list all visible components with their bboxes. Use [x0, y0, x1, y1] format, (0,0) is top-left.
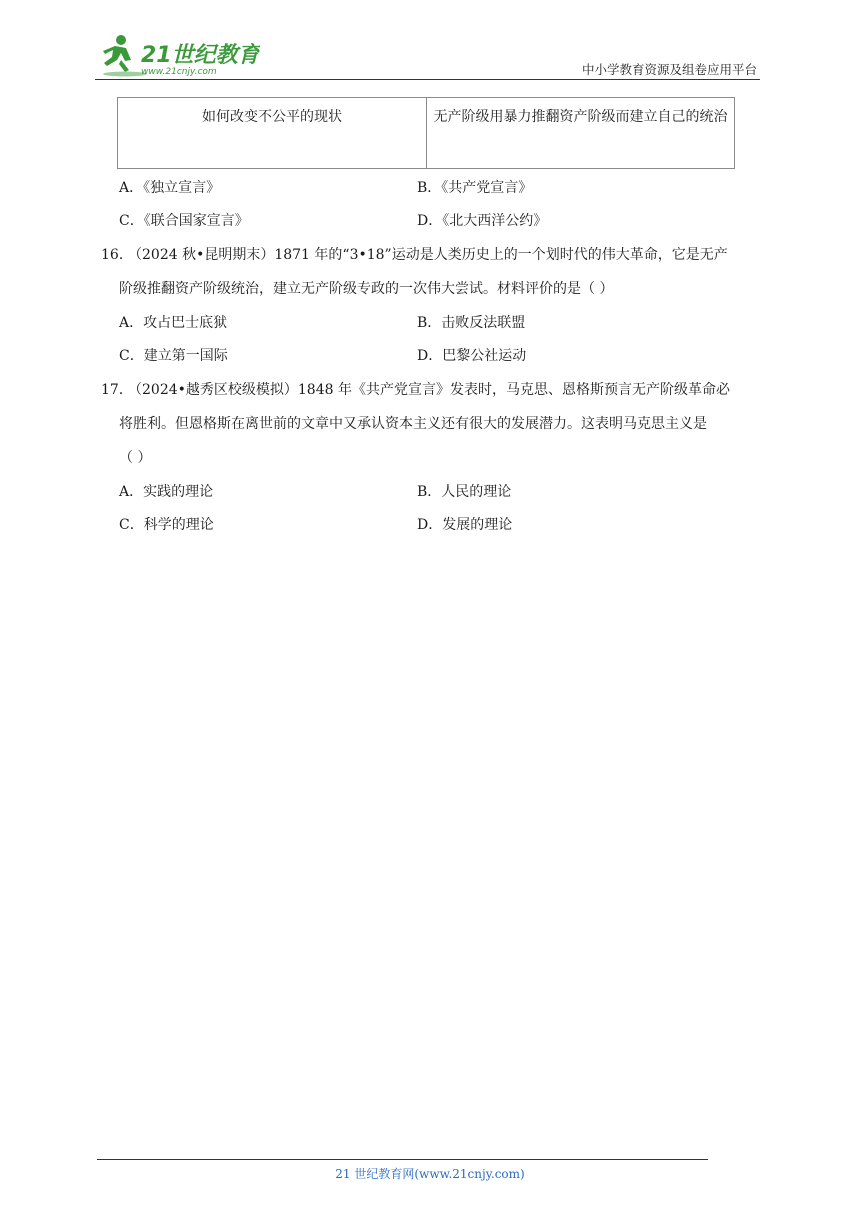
comparison-table — [117, 97, 735, 169]
svg-text:21世纪教育: 21世纪教育 — [141, 43, 260, 68]
option-a: A．实践的理论 — [119, 484, 214, 500]
page-header — [95, 30, 760, 80]
question-17-number: 17． — [101, 382, 133, 398]
question-17-stem-line3: （ ） — [119, 450, 152, 466]
table-cell: 无产阶级用暴力推翻资产阶级而建立自己的统治 — [427, 98, 735, 169]
option-a: A．《独立宣言》 — [119, 180, 221, 196]
option-c: C．科学的理论 — [119, 517, 214, 533]
option-d: D．发展的理论 — [417, 517, 513, 533]
option-d: D．《北大西洋公约》 — [417, 213, 548, 229]
question-16-stem-line1: （2024 秋•昆明期末）1871 年的“3•18”运动是人类历史上的一个划时代的伟大革命，它是无产 — [128, 247, 728, 263]
option-b: B．《共产党宣言》 — [417, 180, 533, 196]
question-16-stem-line2: 阶级推翻资产阶级统治，建立无产阶级专政的一次伟大尝试。材料评价的是（ ） — [119, 281, 614, 297]
site-logo — [95, 30, 260, 78]
option-b: B．人民的理论 — [417, 484, 512, 500]
platform-title: 中小学教育资源及组卷应用平台 — [581, 62, 757, 77]
question-16-number: 16． — [101, 247, 133, 263]
footer-link[interactable]: 21 世纪教育网(www.21cnjy.com) — [335, 1167, 525, 1181]
option-a: A．攻占巴士底狱 — [119, 315, 228, 331]
svg-text:www.21cnjy.com: www.21cnjy.com — [141, 67, 217, 77]
option-c: C．《联合国家宣言》 — [119, 213, 249, 229]
option-b: B．击败反法联盟 — [417, 315, 526, 331]
table-row — [118, 98, 735, 169]
header-divider — [95, 79, 760, 80]
question-17-stem-line1: （2024•越秀区校级模拟）1848 年《共产党宣言》发表时，马克思、恩格斯预言无产阶级革命必 — [128, 382, 730, 398]
option-c: C．建立第一国际 — [119, 348, 228, 364]
table-cell: 如何改变不公平的现状 — [118, 98, 427, 169]
question-17-stem-line2: 将胜利。但恩格斯在离世前的文章中又承认资本主义还有很大的发展潜力。这表明马克思主义是 — [119, 416, 707, 432]
footer-divider — [97, 1159, 708, 1160]
option-d: D．巴黎公社运动 — [417, 348, 527, 364]
